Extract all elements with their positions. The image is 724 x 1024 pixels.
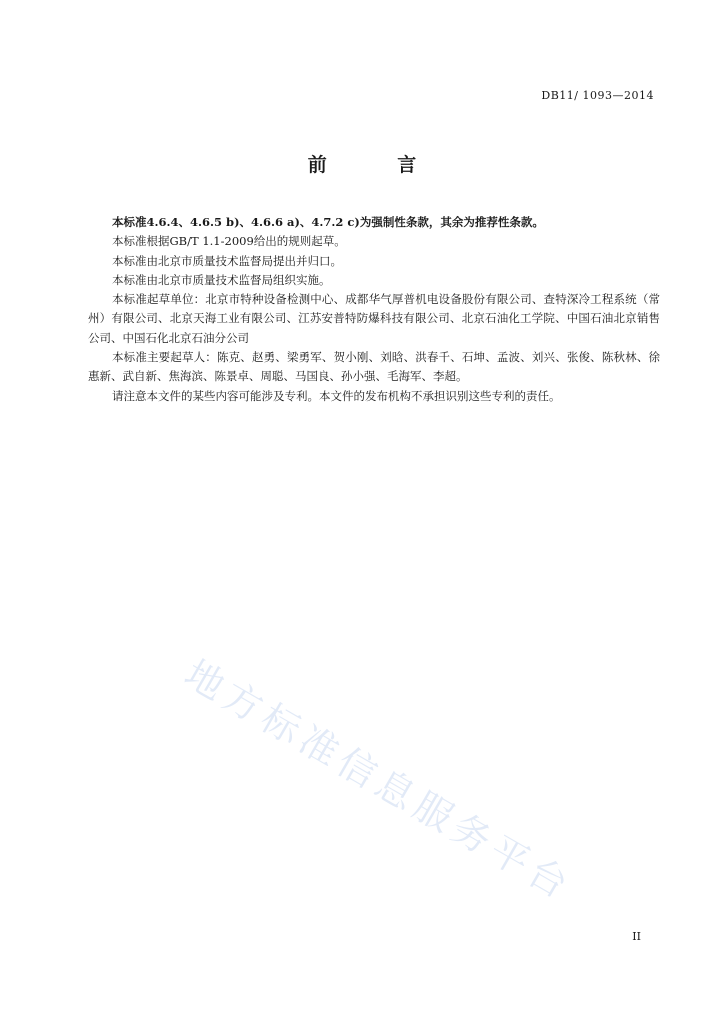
section-title: 前 言: [307, 154, 449, 176]
document-code: DB11/ 1093—2014: [541, 89, 654, 102]
paragraph-mandatory-clauses: [88, 213, 660, 232]
watermark: 地方标准信息服务平台: [177, 651, 581, 910]
paragraph-patent-notice: 请注意本文件的某些内容可能涉及专利。本文件的发布机构不承担识别这些专利的责任。: [112, 388, 561, 403]
page-number: II: [632, 930, 641, 943]
paragraph-drafting-units: 本标准起草单位：北京市特种设备检测中心、成都华气厚普机电设备股份有限公司、查特深冷工程系统（常州）有限公司、北京天海工业有限公司、江苏安普特防爆科技有限公司、北京石油化工学院、中国石油北京销售公司、中国石化北京石油分公司: [88, 292, 660, 345]
paragraph-proposed-by: 本标准由北京市质量技术监督局提出并归口。: [112, 253, 342, 268]
paragraph-implemented-by: 本标准由北京市质量技术监督局组织实施。: [112, 272, 331, 287]
paragraph-drafters: 本标准主要起草人：陈克、赵勇、梁勇军、贺小刚、刘晗、洪春千、石坤、孟波、刘兴、张俊、陈秋林、徐惠新、武自新、焦海滨、陈景卓、周聪、马国良、孙小强、毛海军、李超。: [88, 350, 660, 384]
mandatory-clauses-text: 本标准4.6.4、4.6.5 b)、4.6.6 a)、4.7.2 c)为强制性条款，其余为推荐性条款。: [112, 215, 544, 229]
paragraph-drafting-rules: 本标准根据GB/T 1.1-2009给出的规则起草。: [112, 234, 346, 249]
foreword-body: [88, 213, 660, 406]
